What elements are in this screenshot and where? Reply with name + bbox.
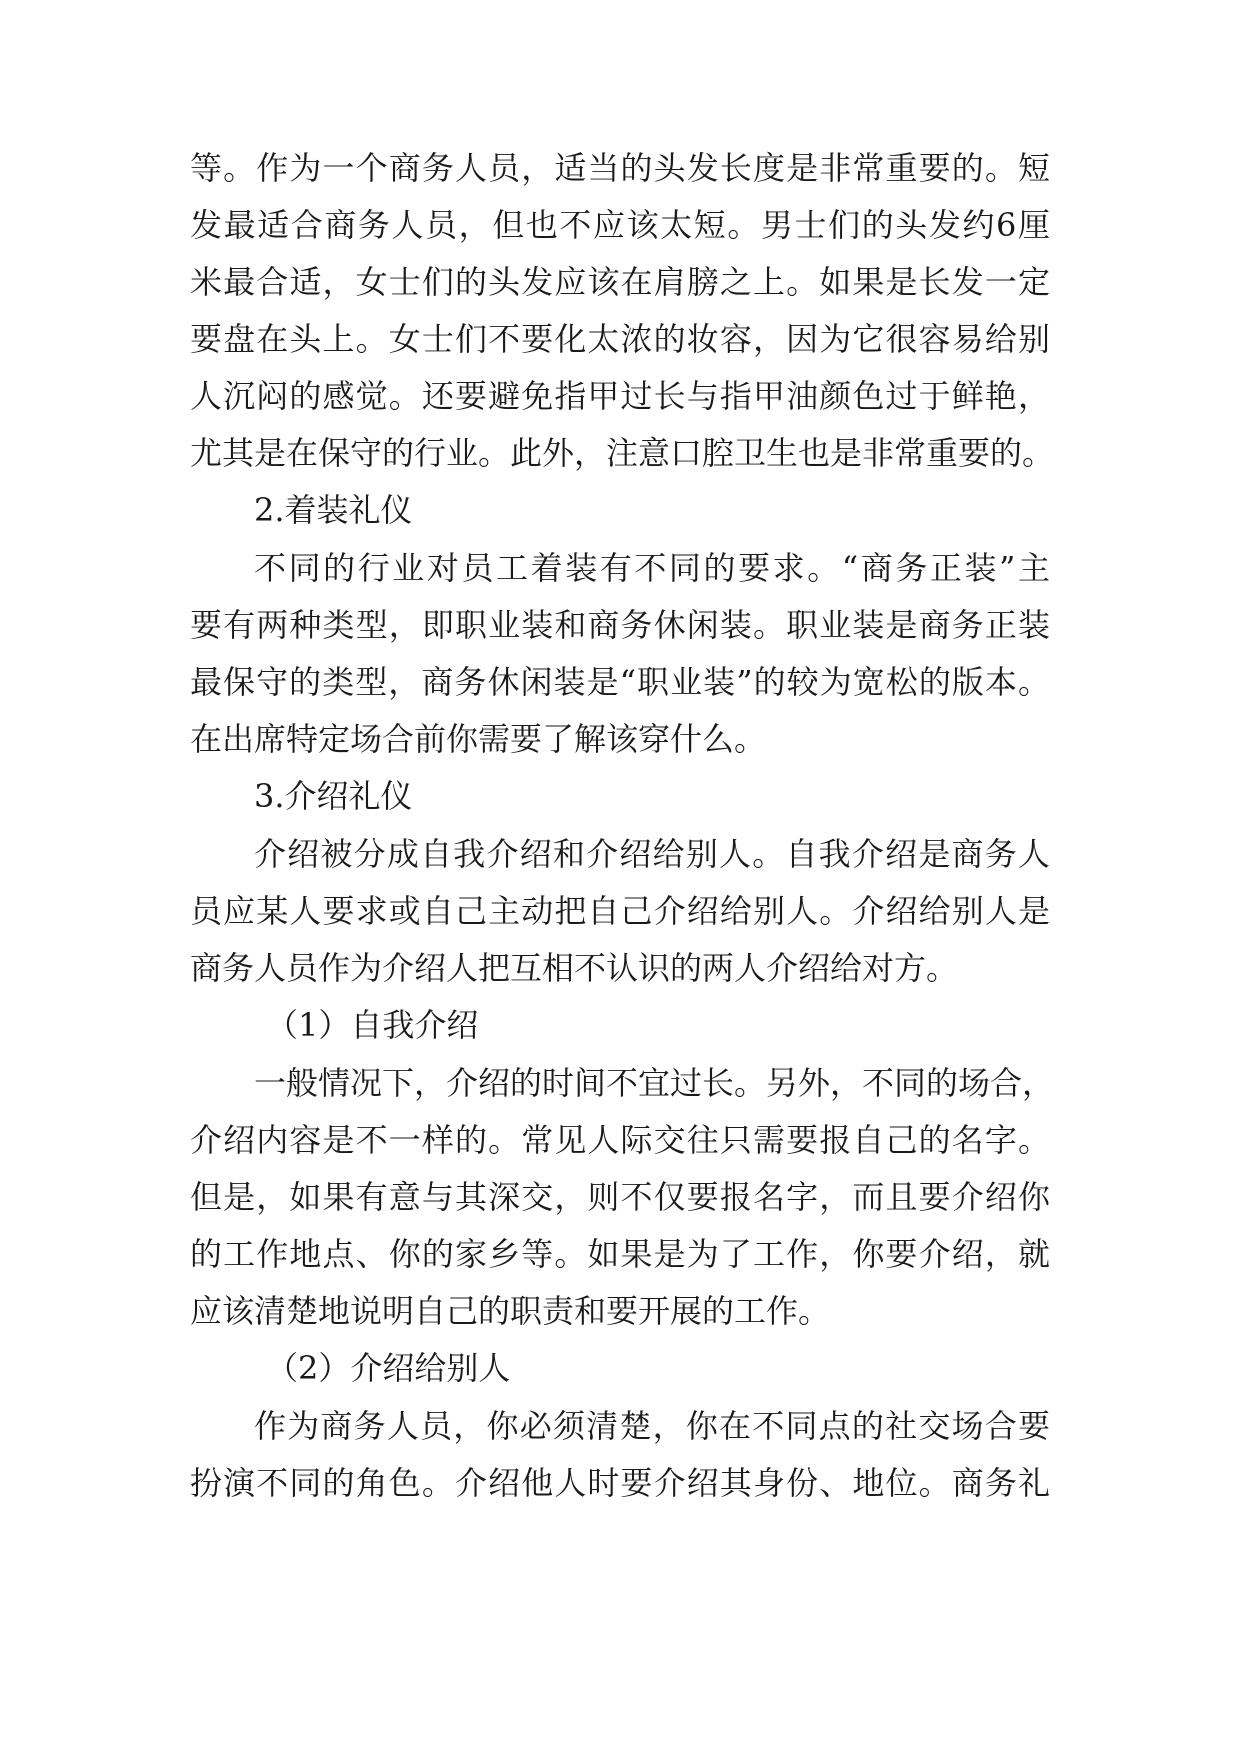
section-heading: 2.着装礼仪: [254, 491, 413, 529]
paragraph-line: 要有两种类型，即职业装和商务休闲装。职业装是商务正装: [190, 606, 1050, 644]
paragraph-line: 一般情况下，介绍的时间不宜过长。另外，不同的场合，: [254, 1064, 1055, 1102]
paragraph-line: 不同的行业对员工着装有不同的要求。“商务正装”主: [254, 549, 1050, 587]
paragraph-line: 尤其是在保守的行业。此外，注意口腔卫生也是非常重要的。: [190, 434, 1055, 472]
paragraph-line: 发最适合商务人员，但也不应该太短。男士们的头发约6厘: [190, 206, 1050, 244]
paragraph-line: 介绍被分成自我介绍和介绍给别人。自我介绍是商务人: [254, 835, 1050, 873]
paragraph-line: 在出席特定场合前你需要了解该穿什么。: [190, 720, 767, 758]
paragraph-line: 人沉闷的感觉。还要避免指甲过长与指甲油颜色过于鲜艳，: [190, 377, 1050, 415]
paragraph-line: 最保守的类型，商务休闲装是“职业装”的较为宽松的版本。: [190, 663, 1050, 701]
paragraph-line: 介绍内容是不一样的。常见人际交往只需要报自己的名字。: [190, 1121, 1050, 1159]
paragraph-line: 扮演不同的角色。介绍他人时要介绍其身份、地位。商务礼: [190, 1464, 1050, 1502]
paragraph-line: 作为商务人员，你必须清楚，你在不同点的社交场合要: [254, 1407, 1050, 1445]
subsection-heading: （1）自我介绍: [266, 1006, 479, 1044]
paragraph-line: 米最合适，女士们的头发应该在肩膀之上。如果是长发一定: [190, 263, 1050, 301]
subsection-heading: （2）介绍给别人: [266, 1349, 511, 1387]
paragraph-line: 的工作地点、你的家乡等。如果是为了工作，你要介绍，就: [190, 1235, 1050, 1273]
paragraph-line: 员应某人要求或自己主动把自己介绍给别人。介绍给别人是: [190, 892, 1050, 930]
paragraph-line: 商务人员作为介绍人把互相不认识的两人介绍给对方。: [190, 949, 959, 987]
section-heading: 3.介绍礼仪: [254, 777, 413, 815]
paragraph-line: 应该清楚地说明自己的职责和要开展的工作。: [190, 1292, 831, 1330]
paragraph-line: 要盘在头上。女士们不要化太浓的妆容，因为它很容易给别: [190, 320, 1050, 358]
paragraph-line: 但是，如果有意与其深交，则不仅要报名字，而且要介绍你: [190, 1178, 1050, 1216]
paragraph-line: 等。作为一个商务人员，适当的头发长度是非常重要的。短: [190, 149, 1050, 187]
